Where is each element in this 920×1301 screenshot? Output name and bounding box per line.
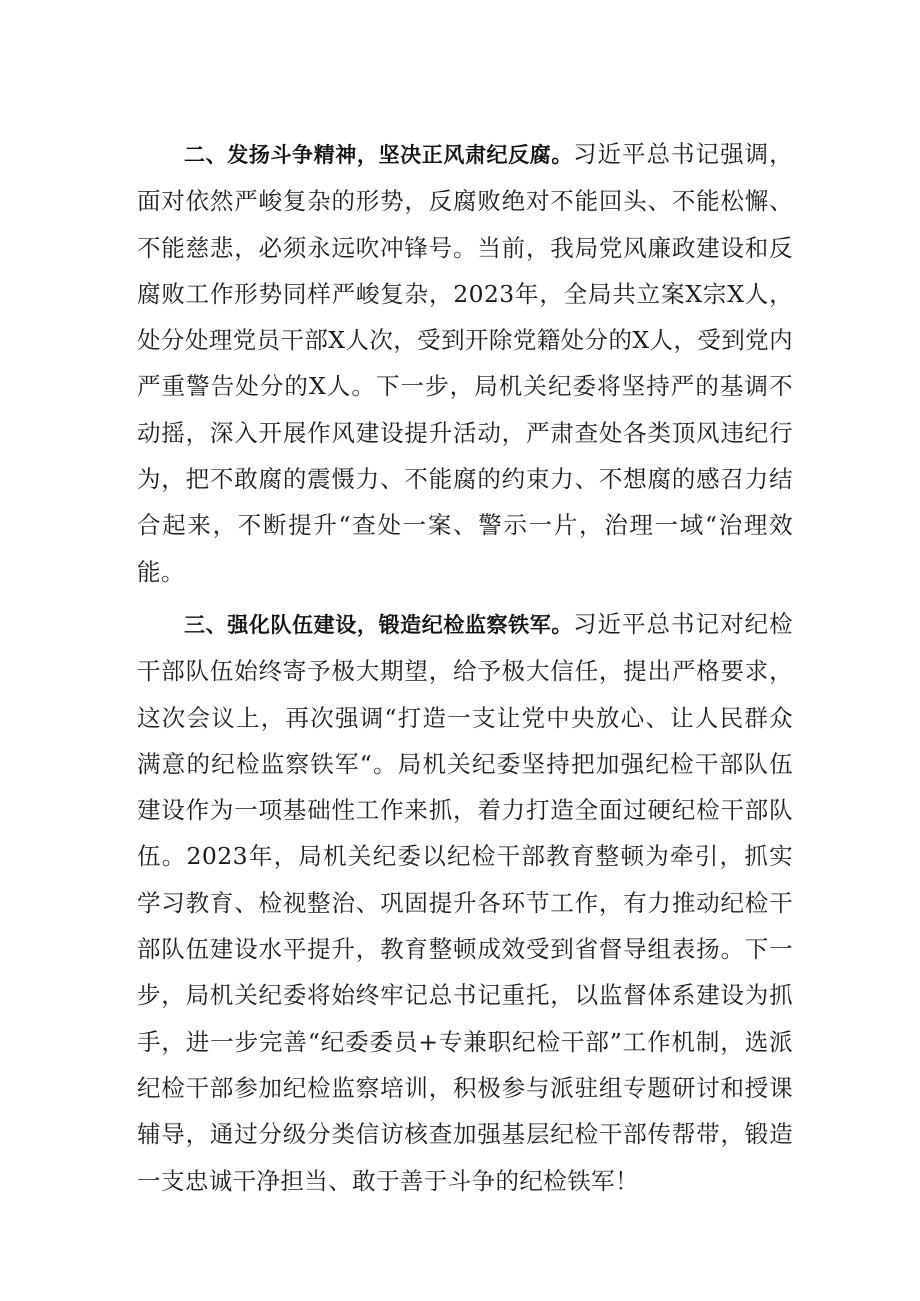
document-body [137,131,793,1210]
paragraph-discipline-anticorruption [137,131,793,595]
paragraph-heading: 二、发扬斗争精神，坚决正风肃纪反腐。 [184,143,573,167]
paragraph-team-building [137,601,793,1204]
paragraph-heading: 三、强化队伍建设，锻造纪检监察铁军。 [184,612,573,637]
paragraph-text: 习近平总书记对纪检干部队伍始终寄予极大期望，给予极大信任，提出严格要求，这次会议上，再次强调“打造一支让党中央放心、让人民群众满意的纪检监察铁军“。局机关纪委坚持把加强纪检干部队伍建设作为一项基础性工作来抓，着力打造全面过硬纪检干部队伍。2023年，局机关纪委以纪检干部教育整顿为牵引，抓实学习教育、检视整治、巩固提升各环节工作，有力推动纪检干部队伍建设水平提升，教育整顿成效受到省督导组表扬。下一步，局机关纪委将始终牢记总书记重托，以监督体系建设为抓手，进一步完善“纪委委员+专兼职纪检干部”工作机制，选派纪检干部参加纪检监察培训，积极参与派驻组专题研讨和授课辅导，通过分级分类信访核查加强基层纪检干部传帮带，锻造一支忠诚干净担当、敢于善于斗争的纪检铁军！ [137,609,793,1195]
paragraph-text: 习近平总书记强调，面对依然严峻复杂的形势，反腐败绝对不能回头、不能松懈、不能慈悲，必须永远吹冲锋号。当前，我局党风廉政建设和反腐败工作形势同样严峻复杂，2023年，全局共立案X宗X人，处分处理党员干部X人次，受到开除党籍处分的X人，受到党内严重警告处分的X人。下一步，局机关纪委将坚持严的基调不动摇，深入开展作风建设提升活动，严肃查处各类顶风违纪行为，把不敢腐的震慑力、不能腐的约束力、不想腐的感召力结合起来，不断提升“查处一案、警示一片，治理一域“治理效能。 [137,140,793,586]
